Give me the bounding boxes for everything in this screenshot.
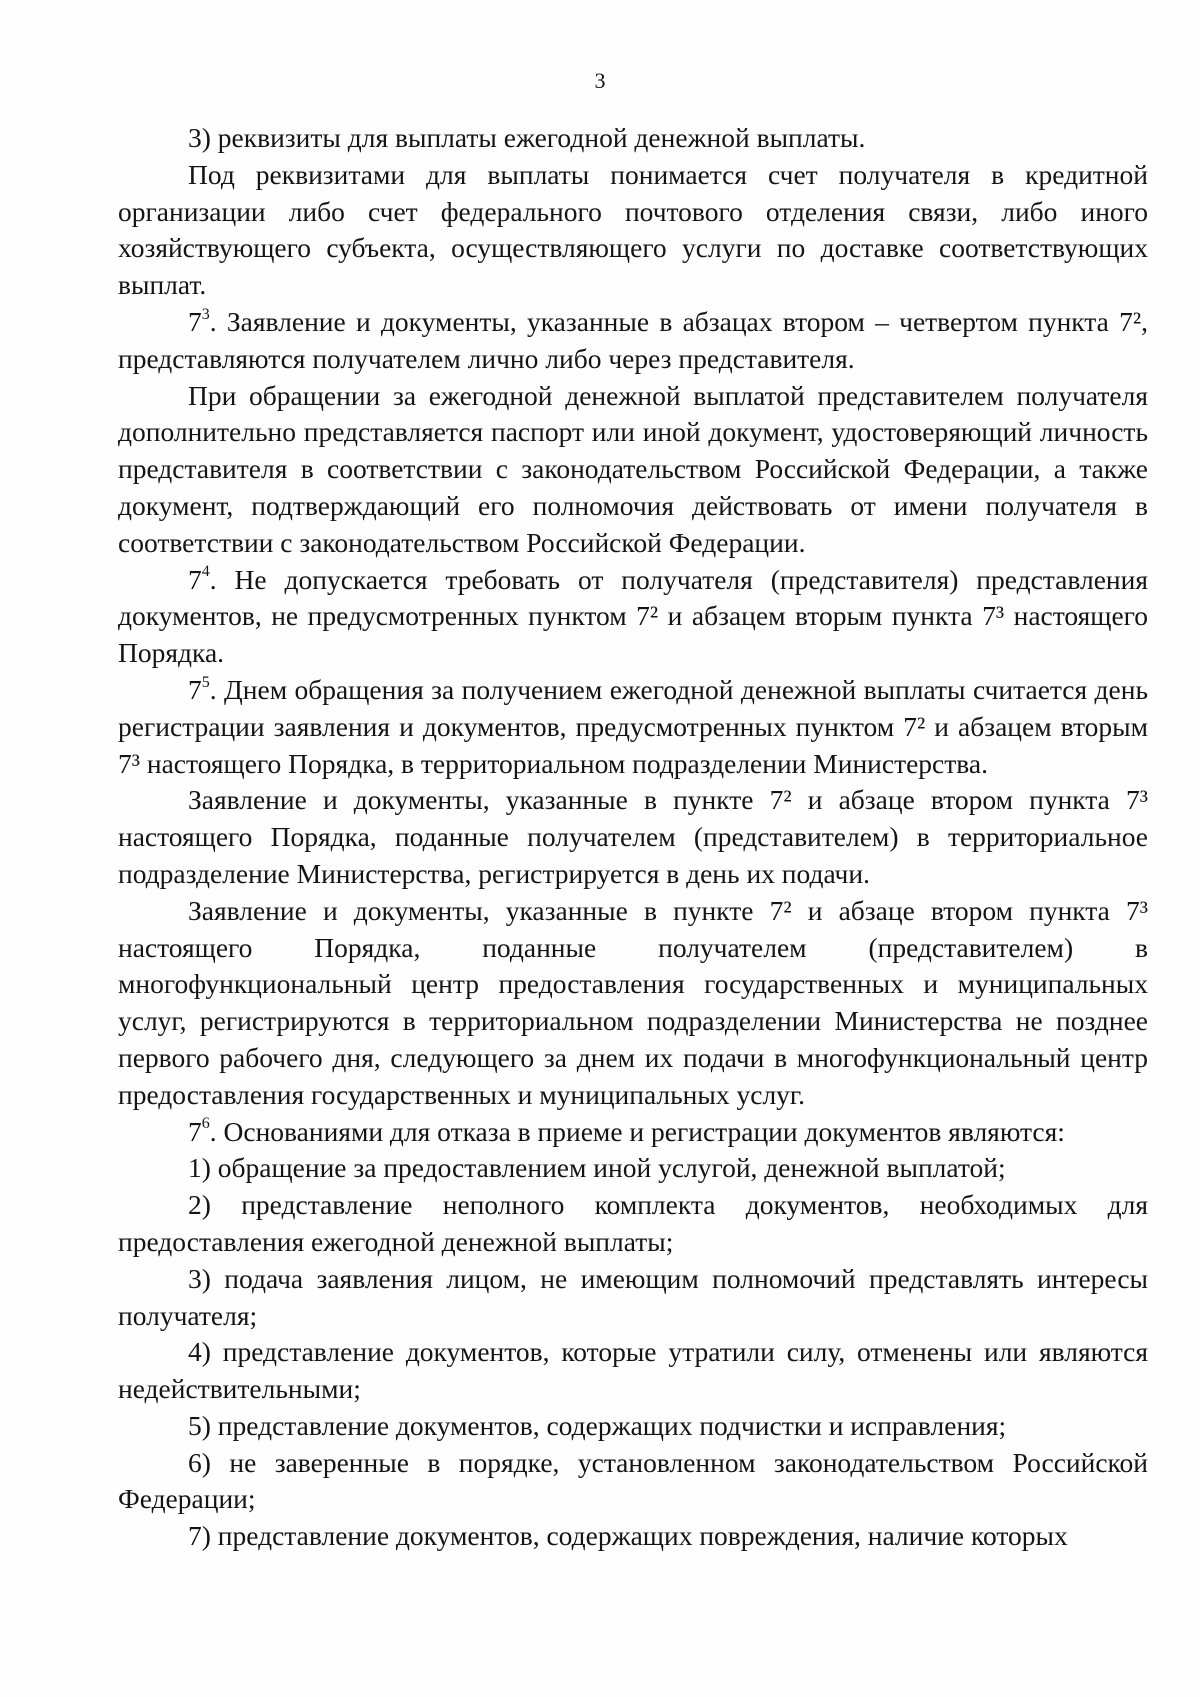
paragraph: 6) не заверенные в порядке, установленном законодательством Российской Федерации; bbox=[118, 1446, 1148, 1515]
paragraph: 1) обращение за предоставлением иной услугой, денежной выплатой; bbox=[188, 1152, 1006, 1184]
paragraph: 4) представление документов, которые утратили силу, отменены или являются недействительными; bbox=[118, 1336, 1148, 1405]
paragraph: 3) подача заявления лицом, не имеющим полномочий представлять интересы получателя; bbox=[118, 1262, 1148, 1331]
paragraph: $7^5$. Днем обращения за получением ежегодной денежной выплаты считается день регистрации заявления и документов, предусмотренных пунктом 7² и абзацем вторым 7³ настоящего Порядка, в территориальном подразделении Министерства. bbox=[118, 673, 1148, 779]
paragraph: Заявление и документы, указанные в пункте 7² и абзаце втором пункта 7³ настоящего Порядка, поданные получателем (представителем) в территориальное подразделение Министерства, регистрируется в день их подачи. bbox=[118, 784, 1148, 889]
paragraph: $7^3$. Заявление и документы, указанные в абзацах втором – четвертом пункта 7², представляются получателем лично либо через представителя. bbox=[118, 305, 1148, 374]
document-body bbox=[118, 120, 1148, 1555]
paragraph: $7^4$. Не допускается требовать от получателя (представителя) представления документов, не предусмотренных пунктом 7² и абзацем вторым пункта 7³ настоящего Порядка. bbox=[118, 563, 1148, 669]
paragraph: Под реквизитами для выплаты понимается счет получателя в кредитной организации либо счет федерального почтового отделения связи, либо иного хозяйствующего субъекта, осуществляющего услуги по доставке соответствующих выплат. bbox=[118, 158, 1148, 301]
paragraph: 7) представление документов, содержащих повреждения, наличие которых bbox=[188, 1520, 1068, 1552]
paragraph: 2) представление неполного комплекта документов, необходимых для предоставления ежегодной денежной выплаты; bbox=[118, 1189, 1148, 1257]
page-number: 3 bbox=[594, 68, 606, 93]
paragraph: Заявление и документы, указанные в пункте 7² и абзаце втором пункта 7³ настоящего Порядка, поданные получателем (представителем) в многофункциональный центр предоставления государственных и муниципальных услуг, регистрируются в территориальном подразделении Министерства не позднее первого рабочего дня, следующего за днем их подачи в многофункциональный центр предоставления государственных и муниципальных услуг. bbox=[118, 894, 1148, 1110]
paragraph: При обращении за ежегодной денежной выплатой представителем получателя дополнительно представляется паспорт или иной документ, удостоверяющий личность представителя в соответствии с законодательством Российской Федерации, а также документ, подтверждающий его полномочия действовать от имени получателя в соответствии с законодательством Российской Федерации. bbox=[118, 379, 1148, 558]
paragraph: $7^6$. Основаниями для отказа в приеме и регистрации документов являются: bbox=[188, 1115, 1065, 1147]
paragraph: 5) представление документов, содержащих подчистки и исправления; bbox=[188, 1409, 1007, 1441]
paragraph: 3) реквизиты для выплаты ежегодной денежной выплаты. bbox=[188, 122, 866, 153]
